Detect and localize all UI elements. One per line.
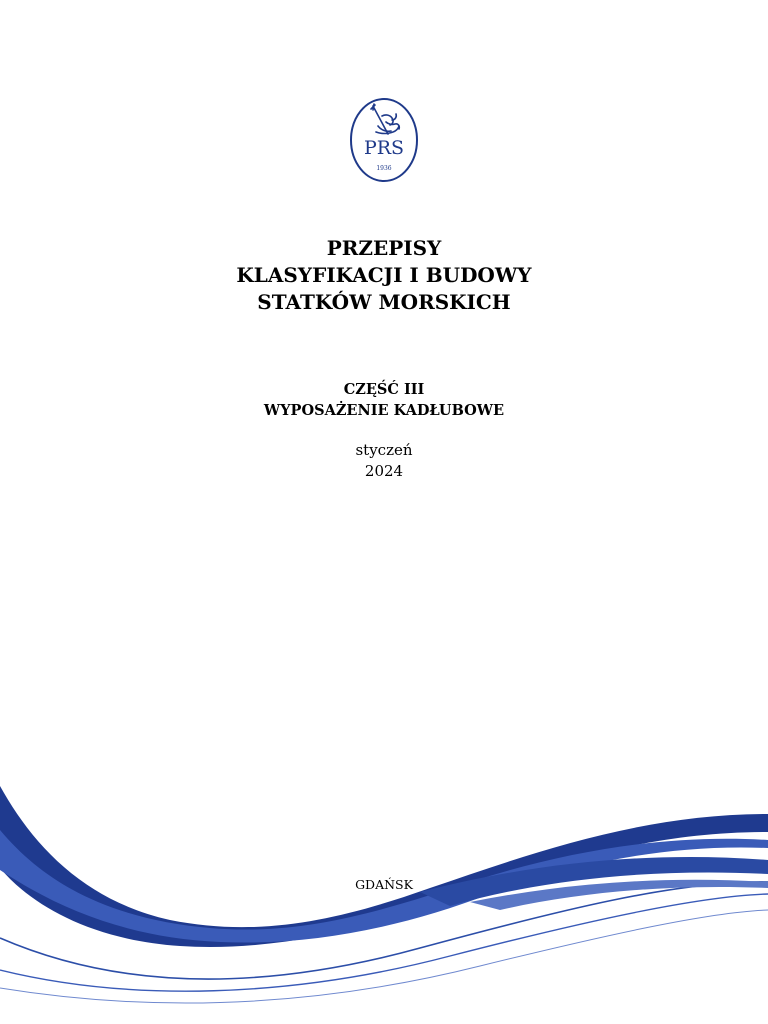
logo-year: 1936 (376, 165, 392, 172)
document-part (0, 379, 768, 421)
title-line-2: KLASYFIKACJI I BUDOWY (236, 263, 532, 287)
date-year: 2024 (364, 462, 404, 480)
prs-logo-emblem (348, 96, 420, 184)
part-number: CZĘŚĆ III (343, 381, 425, 398)
decorative-wave-graphic (0, 770, 768, 1024)
publication-date (0, 440, 768, 482)
title-line-3: STATKÓW MORSKICH (257, 290, 511, 314)
date-month: styczeń (355, 441, 413, 459)
logo-text: PRS (363, 137, 405, 159)
document-title (0, 235, 768, 316)
publication-city: GDAŃSK (355, 877, 413, 892)
part-name: WYPOSAŻENIE KADŁUBOWE (263, 402, 505, 419)
prs-logo (348, 96, 420, 184)
title-line-1: PRZEPISY (326, 236, 442, 260)
